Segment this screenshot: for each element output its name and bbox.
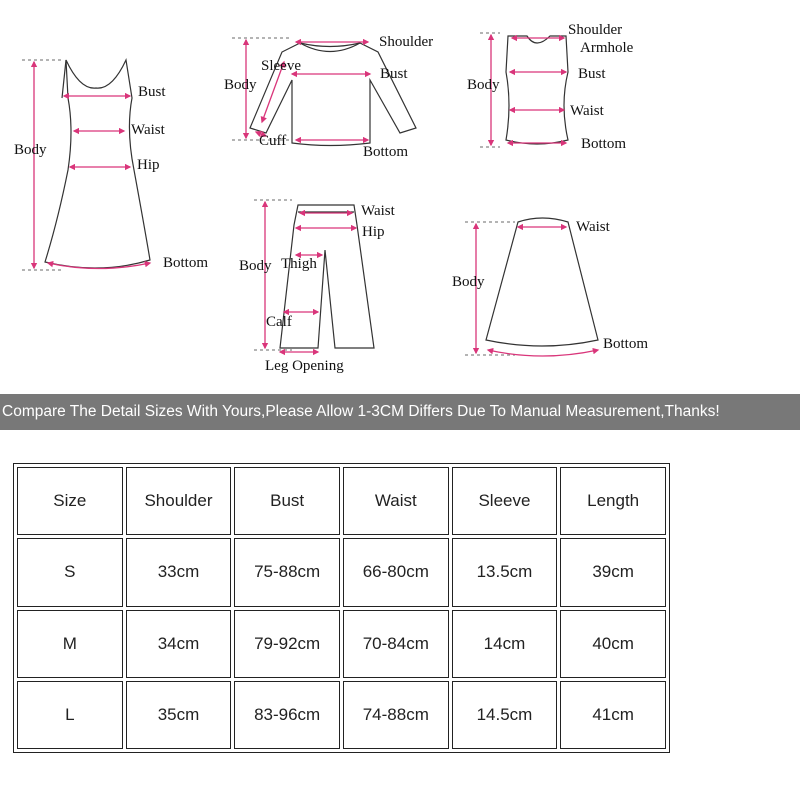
pants-waist-label: Waist — [361, 203, 395, 219]
pants-hip-label: Hip — [362, 224, 385, 240]
table-cell: M — [17, 610, 123, 678]
header-cell: Size — [17, 467, 123, 535]
vest-waist-label: Waist — [570, 103, 604, 119]
garment-diagrams — [0, 0, 800, 390]
table-cell: 13.5cm — [452, 538, 558, 606]
header-cell: Bust — [234, 467, 340, 535]
shirt-shoulder-label: Shoulder — [379, 34, 434, 50]
vest-bottom-label: Bottom — [581, 136, 627, 152]
header-cell: Length — [560, 467, 666, 535]
table-cell: 14cm — [452, 610, 558, 678]
header-cell: Sleeve — [452, 467, 558, 535]
table-row — [17, 610, 666, 678]
dress-bust-label: Bust — [138, 84, 166, 100]
dress-hip-label: Hip — [137, 157, 160, 173]
shirt-bottom-label: Bottom — [363, 144, 409, 160]
pants-thigh-label: Thigh — [281, 256, 317, 272]
table-cell: 41cm — [560, 681, 666, 749]
dress-diagram — [22, 60, 150, 270]
table-cell: 66-80cm — [343, 538, 449, 606]
skirt-body-label: Body — [452, 274, 485, 290]
notice-text: Compare The Detail Sizes With Yours,Please Allow 1-3CM Differs Due To Manual Measurement,Thanks! — [2, 403, 720, 420]
table-row — [17, 681, 666, 749]
table-header-row — [17, 467, 666, 535]
table-row — [17, 538, 666, 606]
shirt-cuff-label: Cuff — [259, 133, 287, 149]
vest-body-label: Body — [467, 77, 500, 93]
shirt-diagram — [232, 38, 416, 146]
vest-bust-label: Bust — [578, 66, 606, 82]
table-cell: 83-96cm — [234, 681, 340, 749]
notice-banner — [0, 394, 800, 430]
dress-body-label: Body — [14, 142, 47, 158]
table-cell: 70-84cm — [343, 610, 449, 678]
pants-calf-label: Calf — [266, 314, 292, 330]
table-cell: L — [17, 681, 123, 749]
table-cell: 35cm — [126, 681, 232, 749]
pants-leg-opening-label: Leg Opening — [265, 358, 344, 374]
header-cell: Shoulder — [126, 467, 232, 535]
table-cell: 14.5cm — [452, 681, 558, 749]
header-cell: Waist — [343, 467, 449, 535]
table-cell: 33cm — [126, 538, 232, 606]
skirt-bottom-label: Bottom — [603, 336, 649, 352]
table-cell: 74-88cm — [343, 681, 449, 749]
table-cell: 75-88cm — [234, 538, 340, 606]
shirt-body-label: Body — [224, 77, 257, 93]
vest-shoulder-label: Shoulder — [568, 22, 623, 38]
table-cell: 39cm — [560, 538, 666, 606]
table-cell: 40cm — [560, 610, 666, 678]
table-cell: S — [17, 538, 123, 606]
skirt-waist-label: Waist — [576, 219, 610, 235]
dress-waist-label: Waist — [131, 122, 165, 138]
pants-body-label: Body — [239, 258, 272, 274]
dress-bottom-label: Bottom — [163, 255, 209, 271]
shirt-sleeve-label: Sleeve — [261, 58, 301, 74]
vest-armhole-label: Armhole — [580, 40, 634, 56]
table-cell: 34cm — [126, 610, 232, 678]
shirt-bust-label: Bust — [380, 66, 408, 82]
table-cell: 79-92cm — [234, 610, 340, 678]
size-table — [13, 463, 670, 753]
